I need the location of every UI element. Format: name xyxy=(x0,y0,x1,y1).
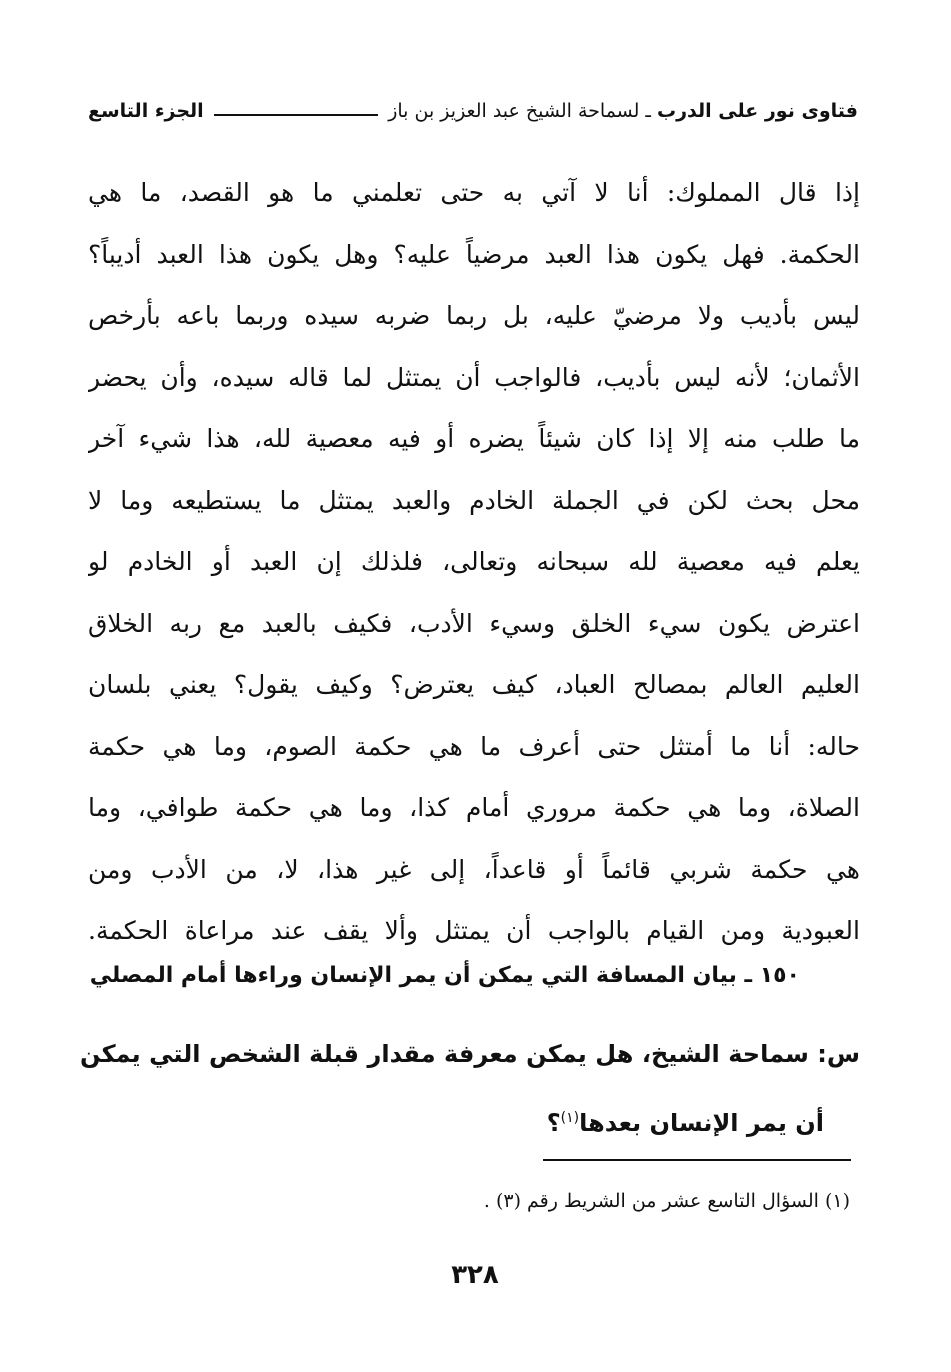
footnote-divider xyxy=(543,1159,851,1161)
body-line: الصلاة، وما هي حكمة مروري أمام كذا، وما هي حكمة طوافي، وما xyxy=(88,793,860,822)
body-line: العبودية ومن القيام بالواجب أن يمتثل وألا يقف عند مراعاة الحكمة. xyxy=(88,916,860,945)
question-line: س: سماحة الشيخ، هل يمكن معرفة مقدار قبلة الشخص التي يمكن xyxy=(80,1040,860,1068)
header-separator: ـ xyxy=(645,100,651,122)
question-block xyxy=(80,1022,860,1150)
body-line: اعترض يكون سيء الخلق وسيء الأدب، فكيف بالعبد مع ربه الخلاق xyxy=(88,608,860,638)
body-line: الأثمان؛ لأنه ليس بأديب، فالواجب أن يمتثل لما قاله سيده، وأن يحضر xyxy=(88,362,860,392)
body-line: الحكمة. فهل يكون هذا العبد مرضياً عليه؟ وهل يكون هذا العبد أديباً؟ xyxy=(88,239,860,269)
section-heading: ١٥٠ ـ بيان المسافة التي يمكن أن يمر الإنسان وراءها أمام المصلي xyxy=(89,963,800,988)
volume-label: الجزء التاسع xyxy=(88,100,204,122)
question-line xyxy=(80,1086,860,1150)
page-number: ٣٢٨ xyxy=(451,1260,499,1290)
author-name: لسماحة الشيخ عبد العزيز بن باز xyxy=(388,100,640,122)
body-line: العليم العالم بمصالح العباد، كيف يعترض؟ وكيف يقول؟ يعني بلسان xyxy=(88,670,860,699)
footnote: (١) السؤال التاسع عشر من الشريط رقم (٣) . xyxy=(483,1190,850,1212)
body-line: محل بحث لكن في الجملة الخادم والعبد يمتثل ما يستطيعه وما لا xyxy=(88,485,860,515)
body-line: ما طلب منه إلا إذا كان شيئاً يضره أو فيه معصية لله، هذا شيء آخر xyxy=(88,424,860,453)
question-mark: ؟ xyxy=(546,1109,561,1137)
body-paragraph xyxy=(88,162,860,962)
body-line: يعلم فيه معصية لله سبحانه وتعالى، فلذلك إن العبد أو الخادم لو xyxy=(88,547,860,576)
running-header xyxy=(88,94,858,128)
body-line: إذا قال المملوك: أنا لا آتي به حتى تعلمني ما هو القصد، ما هي xyxy=(88,178,860,207)
book-title: فتاوى نور على الدرب xyxy=(657,100,858,122)
header-rule xyxy=(214,114,379,116)
body-line: حاله: أنا ما أمتثل حتى أعرف ما هي حكمة الصوم، وما هي حكمة xyxy=(88,731,860,761)
body-line: ليس بأديب ولا مرضيّ عليه، بل ربما ضربه سيده وربما باعه بأرخص xyxy=(88,301,860,330)
footnote-marker: (١) xyxy=(560,1110,580,1126)
body-line: هي حكمة شربي قائماً أو قاعداً، إلى غير هذا، لا، من الأدب ومن xyxy=(88,854,860,884)
question-text: أن يمر الإنسان بعدها xyxy=(579,1109,824,1137)
